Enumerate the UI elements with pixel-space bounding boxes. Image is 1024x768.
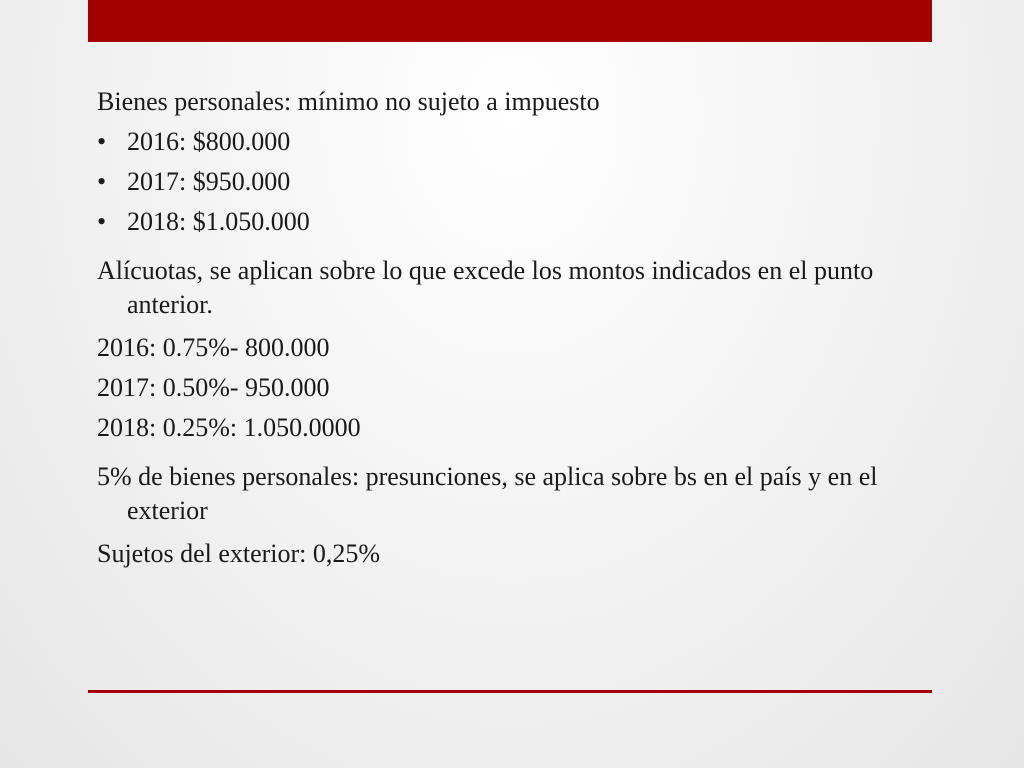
rates-intro-text: Alícuotas, se aplican sobre lo que excede los montos indicados en el punto anterior. — [97, 256, 874, 319]
rate-2018: 2018: 0.25%: 1.050.0000 — [97, 413, 361, 442]
bullet-icon: • — [97, 127, 107, 156]
list-item — [97, 202, 932, 242]
minimum-2018: 2018: $1.050.000 — [127, 207, 310, 236]
footer-divider — [88, 690, 932, 693]
rate-2017: 2017: 0.50%- 950.000 — [97, 373, 330, 402]
minimum-2017: 2017: $950.000 — [127, 167, 291, 196]
list-item — [97, 162, 932, 202]
presumption-text: 5% de bienes personales: presunciones, se aplica sobre bs en el país y en el exterior — [97, 462, 878, 525]
slide-body — [97, 82, 932, 574]
rate-2016: 2016: 0.75%- 800.000 — [97, 333, 330, 362]
minimum-2016: 2016: $800.000 — [127, 127, 291, 156]
bullet-icon: • — [97, 167, 107, 196]
heading-text: Bienes personales: mínimo no sujeto a impuesto — [97, 87, 600, 116]
title-accent-bar — [88, 0, 932, 42]
list-item — [97, 122, 932, 162]
foreign-subjects-text: Sujetos del exterior: 0,25% — [97, 539, 381, 568]
bullet-icon: • — [97, 207, 107, 236]
